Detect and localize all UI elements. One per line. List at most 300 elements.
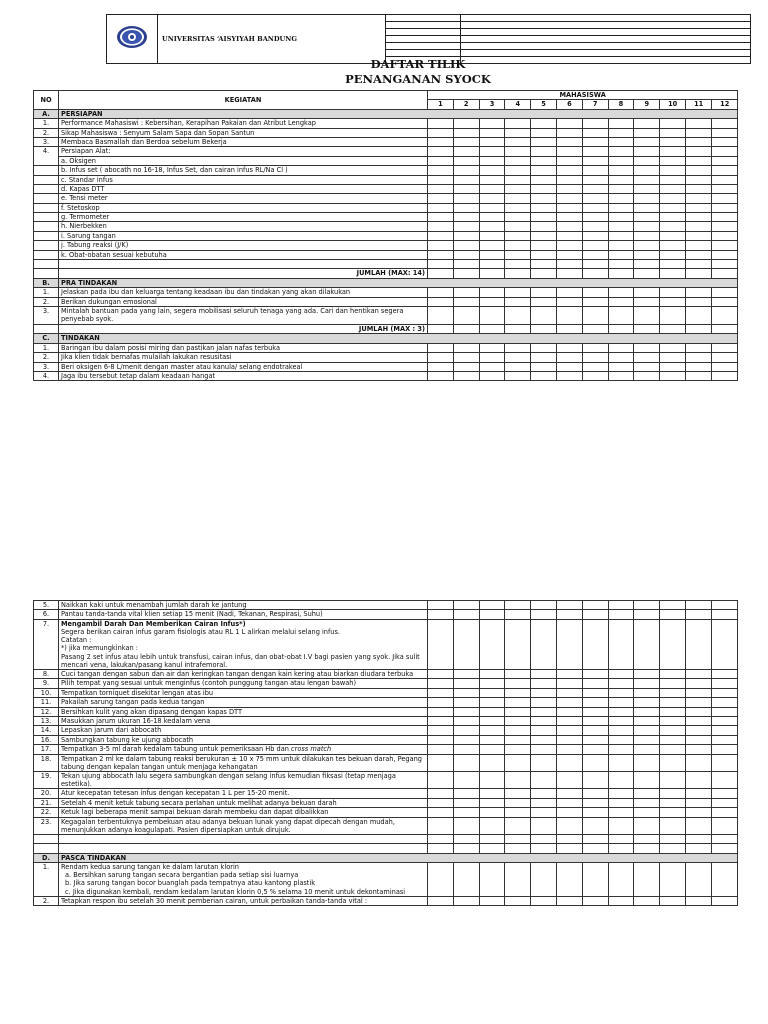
- score-cell[interactable]: [556, 156, 582, 165]
- score-cell[interactable]: [608, 789, 634, 798]
- score-cell[interactable]: [531, 863, 557, 897]
- score-cell[interactable]: [531, 353, 557, 362]
- score-cell[interactable]: [479, 808, 505, 817]
- score-cell[interactable]: [505, 610, 531, 619]
- score-cell[interactable]: [479, 203, 505, 212]
- score-cell[interactable]: [556, 128, 582, 137]
- score-cell[interactable]: [428, 288, 454, 297]
- score-cell[interactable]: [505, 156, 531, 165]
- score-cell[interactable]: [634, 353, 660, 362]
- score-cell[interactable]: [608, 297, 634, 306]
- score-cell[interactable]: [531, 735, 557, 744]
- score-cell[interactable]: [531, 679, 557, 688]
- score-cell[interactable]: [634, 754, 660, 771]
- score-cell[interactable]: [582, 726, 608, 735]
- score-cell[interactable]: [660, 735, 686, 744]
- score-cell[interactable]: [479, 156, 505, 165]
- score-cell[interactable]: [479, 789, 505, 798]
- score-cell[interactable]: [712, 166, 738, 175]
- score-cell[interactable]: [686, 798, 712, 807]
- score-cell[interactable]: [505, 844, 531, 853]
- score-cell[interactable]: [608, 670, 634, 679]
- score-cell[interactable]: [531, 288, 557, 297]
- score-cell[interactable]: [479, 324, 505, 333]
- score-cell[interactable]: [634, 343, 660, 352]
- score-cell[interactable]: [686, 735, 712, 744]
- score-cell[interactable]: [582, 698, 608, 707]
- score-cell[interactable]: [428, 716, 454, 725]
- score-cell[interactable]: [428, 619, 454, 669]
- score-cell[interactable]: [686, 175, 712, 184]
- score-cell[interactable]: [428, 306, 454, 324]
- score-cell[interactable]: [634, 735, 660, 744]
- score-cell[interactable]: [428, 808, 454, 817]
- score-cell[interactable]: [428, 213, 454, 222]
- score-cell[interactable]: [453, 735, 479, 744]
- score-cell[interactable]: [556, 726, 582, 735]
- score-cell[interactable]: [608, 754, 634, 771]
- score-cell[interactable]: [660, 128, 686, 137]
- score-cell[interactable]: [556, 213, 582, 222]
- score-cell[interactable]: [686, 808, 712, 817]
- score-cell[interactable]: [712, 670, 738, 679]
- score-cell[interactable]: [660, 137, 686, 146]
- score-cell[interactable]: [660, 896, 686, 905]
- score-cell[interactable]: [505, 670, 531, 679]
- score-cell[interactable]: [608, 362, 634, 371]
- score-cell[interactable]: [505, 863, 531, 897]
- score-cell[interactable]: [634, 707, 660, 716]
- score-cell[interactable]: [505, 306, 531, 324]
- score-cell[interactable]: [453, 771, 479, 788]
- score-cell[interactable]: [428, 771, 454, 788]
- score-cell[interactable]: [608, 688, 634, 697]
- score-cell[interactable]: [608, 269, 634, 278]
- score-cell[interactable]: [582, 863, 608, 897]
- score-cell[interactable]: [712, 184, 738, 193]
- score-cell[interactable]: [634, 601, 660, 610]
- score-cell[interactable]: [634, 844, 660, 853]
- score-cell[interactable]: [686, 288, 712, 297]
- score-cell[interactable]: [428, 343, 454, 352]
- score-cell[interactable]: [582, 213, 608, 222]
- score-cell[interactable]: [428, 817, 454, 834]
- score-cell[interactable]: [428, 798, 454, 807]
- score-cell[interactable]: [608, 222, 634, 231]
- score-cell[interactable]: [505, 619, 531, 669]
- score-cell[interactable]: [582, 817, 608, 834]
- score-cell[interactable]: [505, 601, 531, 610]
- score-cell[interactable]: [531, 817, 557, 834]
- score-cell[interactable]: [531, 610, 557, 619]
- score-cell[interactable]: [453, 184, 479, 193]
- score-cell[interactable]: [531, 844, 557, 853]
- score-cell[interactable]: [712, 343, 738, 352]
- score-cell[interactable]: [453, 343, 479, 352]
- score-cell[interactable]: [608, 250, 634, 259]
- score-cell[interactable]: [556, 175, 582, 184]
- score-cell[interactable]: [453, 203, 479, 212]
- score-cell[interactable]: [712, 863, 738, 897]
- score-cell[interactable]: [453, 128, 479, 137]
- score-cell[interactable]: [556, 353, 582, 362]
- score-cell[interactable]: [531, 688, 557, 697]
- score-cell[interactable]: [453, 324, 479, 333]
- score-cell[interactable]: [634, 324, 660, 333]
- score-cell[interactable]: [531, 260, 557, 269]
- score-cell[interactable]: [556, 745, 582, 754]
- score-cell[interactable]: [505, 371, 531, 380]
- score-cell[interactable]: [660, 844, 686, 853]
- score-cell[interactable]: [634, 231, 660, 240]
- score-cell[interactable]: [479, 166, 505, 175]
- score-cell[interactable]: [660, 771, 686, 788]
- score-cell[interactable]: [531, 834, 557, 843]
- score-cell[interactable]: [479, 688, 505, 697]
- score-cell[interactable]: [608, 184, 634, 193]
- score-cell[interactable]: [634, 269, 660, 278]
- score-cell[interactable]: [479, 231, 505, 240]
- score-cell[interactable]: [660, 288, 686, 297]
- score-cell[interactable]: [479, 222, 505, 231]
- score-cell[interactable]: [505, 260, 531, 269]
- score-cell[interactable]: [712, 610, 738, 619]
- score-cell[interactable]: [660, 670, 686, 679]
- score-cell[interactable]: [505, 834, 531, 843]
- score-cell[interactable]: [556, 184, 582, 193]
- score-cell[interactable]: [686, 863, 712, 897]
- score-cell[interactable]: [453, 601, 479, 610]
- score-cell[interactable]: [582, 371, 608, 380]
- score-cell[interactable]: [531, 137, 557, 146]
- score-cell[interactable]: [712, 260, 738, 269]
- score-cell[interactable]: [428, 670, 454, 679]
- score-cell[interactable]: [428, 175, 454, 184]
- score-cell[interactable]: [634, 306, 660, 324]
- score-cell[interactable]: [608, 241, 634, 250]
- score-cell[interactable]: [479, 834, 505, 843]
- score-cell[interactable]: [428, 610, 454, 619]
- score-cell[interactable]: [505, 707, 531, 716]
- score-cell[interactable]: [712, 324, 738, 333]
- score-cell[interactable]: [582, 175, 608, 184]
- score-cell[interactable]: [556, 362, 582, 371]
- score-cell[interactable]: [556, 324, 582, 333]
- score-cell[interactable]: [505, 250, 531, 259]
- score-cell[interactable]: [660, 798, 686, 807]
- score-cell[interactable]: [686, 128, 712, 137]
- score-cell[interactable]: [453, 362, 479, 371]
- score-cell[interactable]: [712, 222, 738, 231]
- score-cell[interactable]: [686, 250, 712, 259]
- score-cell[interactable]: [479, 371, 505, 380]
- score-cell[interactable]: [428, 601, 454, 610]
- score-cell[interactable]: [634, 250, 660, 259]
- score-cell[interactable]: [479, 771, 505, 788]
- score-cell[interactable]: [660, 260, 686, 269]
- score-cell[interactable]: [428, 147, 454, 156]
- score-cell[interactable]: [428, 353, 454, 362]
- score-cell[interactable]: [453, 371, 479, 380]
- score-cell[interactable]: [582, 343, 608, 352]
- score-cell[interactable]: [531, 789, 557, 798]
- score-cell[interactable]: [479, 601, 505, 610]
- score-cell[interactable]: [686, 147, 712, 156]
- score-cell[interactable]: [660, 222, 686, 231]
- score-cell[interactable]: [686, 213, 712, 222]
- score-cell[interactable]: [556, 222, 582, 231]
- score-cell[interactable]: [479, 798, 505, 807]
- score-cell[interactable]: [634, 184, 660, 193]
- score-cell[interactable]: [505, 343, 531, 352]
- score-cell[interactable]: [453, 745, 479, 754]
- score-cell[interactable]: [686, 754, 712, 771]
- score-cell[interactable]: [531, 306, 557, 324]
- score-cell[interactable]: [712, 371, 738, 380]
- score-cell[interactable]: [582, 324, 608, 333]
- score-cell[interactable]: [556, 834, 582, 843]
- score-cell[interactable]: [608, 726, 634, 735]
- score-cell[interactable]: [428, 137, 454, 146]
- score-cell[interactable]: [505, 203, 531, 212]
- score-cell[interactable]: [660, 716, 686, 725]
- score-cell[interactable]: [582, 156, 608, 165]
- score-cell[interactable]: [608, 679, 634, 688]
- score-cell[interactable]: [686, 610, 712, 619]
- score-cell[interactable]: [505, 269, 531, 278]
- score-cell[interactable]: [479, 754, 505, 771]
- score-cell[interactable]: [453, 166, 479, 175]
- score-cell[interactable]: [505, 324, 531, 333]
- score-cell[interactable]: [712, 213, 738, 222]
- score-cell[interactable]: [686, 137, 712, 146]
- score-cell[interactable]: [582, 798, 608, 807]
- score-cell[interactable]: [686, 716, 712, 725]
- score-cell[interactable]: [531, 601, 557, 610]
- score-cell[interactable]: [582, 844, 608, 853]
- score-cell[interactable]: [582, 137, 608, 146]
- score-cell[interactable]: [453, 716, 479, 725]
- score-cell[interactable]: [608, 707, 634, 716]
- score-cell[interactable]: [660, 343, 686, 352]
- score-cell[interactable]: [634, 194, 660, 203]
- score-cell[interactable]: [712, 194, 738, 203]
- score-cell[interactable]: [608, 817, 634, 834]
- score-cell[interactable]: [531, 222, 557, 231]
- score-cell[interactable]: [608, 353, 634, 362]
- score-cell[interactable]: [479, 679, 505, 688]
- score-cell[interactable]: [634, 297, 660, 306]
- score-cell[interactable]: [582, 754, 608, 771]
- score-cell[interactable]: [686, 745, 712, 754]
- score-cell[interactable]: [505, 735, 531, 744]
- score-cell[interactable]: [712, 601, 738, 610]
- score-cell[interactable]: [428, 231, 454, 240]
- score-cell[interactable]: [556, 896, 582, 905]
- score-cell[interactable]: [634, 808, 660, 817]
- score-cell[interactable]: [582, 745, 608, 754]
- score-cell[interactable]: [479, 896, 505, 905]
- score-cell[interactable]: [686, 343, 712, 352]
- score-cell[interactable]: [531, 297, 557, 306]
- score-cell[interactable]: [582, 297, 608, 306]
- score-cell[interactable]: [582, 194, 608, 203]
- score-cell[interactable]: [505, 128, 531, 137]
- score-cell[interactable]: [660, 610, 686, 619]
- score-cell[interactable]: [634, 896, 660, 905]
- score-cell[interactable]: [453, 754, 479, 771]
- score-cell[interactable]: [686, 362, 712, 371]
- score-cell[interactable]: [428, 863, 454, 897]
- score-cell[interactable]: [531, 707, 557, 716]
- score-cell[interactable]: [479, 707, 505, 716]
- score-cell[interactable]: [582, 241, 608, 250]
- score-cell[interactable]: [712, 754, 738, 771]
- score-cell[interactable]: [556, 688, 582, 697]
- score-cell[interactable]: [505, 137, 531, 146]
- score-cell[interactable]: [634, 137, 660, 146]
- score-cell[interactable]: [712, 203, 738, 212]
- score-cell[interactable]: [686, 688, 712, 697]
- score-cell[interactable]: [712, 288, 738, 297]
- score-cell[interactable]: [428, 241, 454, 250]
- score-cell[interactable]: [479, 128, 505, 137]
- score-cell[interactable]: [531, 119, 557, 128]
- score-cell[interactable]: [453, 213, 479, 222]
- score-cell[interactable]: [634, 203, 660, 212]
- score-cell[interactable]: [608, 203, 634, 212]
- score-cell[interactable]: [479, 735, 505, 744]
- score-cell[interactable]: [712, 156, 738, 165]
- score-cell[interactable]: [453, 288, 479, 297]
- score-cell[interactable]: [479, 119, 505, 128]
- score-cell[interactable]: [608, 137, 634, 146]
- score-cell[interactable]: [712, 250, 738, 259]
- score-cell[interactable]: [608, 863, 634, 897]
- score-cell[interactable]: [453, 670, 479, 679]
- score-cell[interactable]: [531, 156, 557, 165]
- score-cell[interactable]: [531, 362, 557, 371]
- score-cell[interactable]: [634, 716, 660, 725]
- score-cell[interactable]: [608, 745, 634, 754]
- score-cell[interactable]: [531, 166, 557, 175]
- score-cell[interactable]: [712, 269, 738, 278]
- score-cell[interactable]: [453, 817, 479, 834]
- score-cell[interactable]: [453, 241, 479, 250]
- score-cell[interactable]: [453, 297, 479, 306]
- score-cell[interactable]: [556, 735, 582, 744]
- score-cell[interactable]: [582, 203, 608, 212]
- score-cell[interactable]: [660, 147, 686, 156]
- score-cell[interactable]: [712, 137, 738, 146]
- score-cell[interactable]: [505, 166, 531, 175]
- score-cell[interactable]: [582, 362, 608, 371]
- score-cell[interactable]: [556, 610, 582, 619]
- score-cell[interactable]: [505, 789, 531, 798]
- score-cell[interactable]: [686, 260, 712, 269]
- score-cell[interactable]: [660, 808, 686, 817]
- score-cell[interactable]: [582, 601, 608, 610]
- score-cell[interactable]: [531, 371, 557, 380]
- score-cell[interactable]: [428, 128, 454, 137]
- score-cell[interactable]: [634, 698, 660, 707]
- score-cell[interactable]: [505, 745, 531, 754]
- score-cell[interactable]: [634, 771, 660, 788]
- score-cell[interactable]: [453, 698, 479, 707]
- score-cell[interactable]: [479, 241, 505, 250]
- score-cell[interactable]: [712, 707, 738, 716]
- score-cell[interactable]: [453, 688, 479, 697]
- score-cell[interactable]: [556, 798, 582, 807]
- score-cell[interactable]: [634, 726, 660, 735]
- score-cell[interactable]: [453, 222, 479, 231]
- score-cell[interactable]: [479, 260, 505, 269]
- score-cell[interactable]: [582, 896, 608, 905]
- score-cell[interactable]: [479, 353, 505, 362]
- score-cell[interactable]: [608, 128, 634, 137]
- score-cell[interactable]: [505, 231, 531, 240]
- score-cell[interactable]: [686, 619, 712, 669]
- score-cell[interactable]: [686, 896, 712, 905]
- score-cell[interactable]: [582, 808, 608, 817]
- score-cell[interactable]: [660, 754, 686, 771]
- score-cell[interactable]: [582, 250, 608, 259]
- score-cell[interactable]: [686, 119, 712, 128]
- score-cell[interactable]: [686, 297, 712, 306]
- score-cell[interactable]: [556, 147, 582, 156]
- score-cell[interactable]: [505, 688, 531, 697]
- score-cell[interactable]: [505, 808, 531, 817]
- score-cell[interactable]: [712, 896, 738, 905]
- score-cell[interactable]: [453, 789, 479, 798]
- score-cell[interactable]: [686, 203, 712, 212]
- score-cell[interactable]: [453, 147, 479, 156]
- score-cell[interactable]: [556, 166, 582, 175]
- score-cell[interactable]: [531, 808, 557, 817]
- score-cell[interactable]: [428, 119, 454, 128]
- score-cell[interactable]: [556, 670, 582, 679]
- score-cell[interactable]: [505, 175, 531, 184]
- score-cell[interactable]: [686, 601, 712, 610]
- score-cell[interactable]: [531, 184, 557, 193]
- score-cell[interactable]: [608, 610, 634, 619]
- score-cell[interactable]: [686, 166, 712, 175]
- score-cell[interactable]: [608, 735, 634, 744]
- score-cell[interactable]: [531, 128, 557, 137]
- score-cell[interactable]: [531, 726, 557, 735]
- score-cell[interactable]: [479, 288, 505, 297]
- score-cell[interactable]: [660, 834, 686, 843]
- score-cell[interactable]: [453, 119, 479, 128]
- score-cell[interactable]: [608, 175, 634, 184]
- score-cell[interactable]: [428, 679, 454, 688]
- score-cell[interactable]: [608, 156, 634, 165]
- score-cell[interactable]: [634, 798, 660, 807]
- score-cell[interactable]: [634, 362, 660, 371]
- score-cell[interactable]: [531, 698, 557, 707]
- score-cell[interactable]: [428, 896, 454, 905]
- score-cell[interactable]: [479, 716, 505, 725]
- score-cell[interactable]: [712, 679, 738, 688]
- score-cell[interactable]: [428, 698, 454, 707]
- score-cell[interactable]: [712, 745, 738, 754]
- score-cell[interactable]: [686, 194, 712, 203]
- score-cell[interactable]: [660, 863, 686, 897]
- score-cell[interactable]: [660, 817, 686, 834]
- score-cell[interactable]: [428, 184, 454, 193]
- score-cell[interactable]: [686, 844, 712, 853]
- score-cell[interactable]: [428, 754, 454, 771]
